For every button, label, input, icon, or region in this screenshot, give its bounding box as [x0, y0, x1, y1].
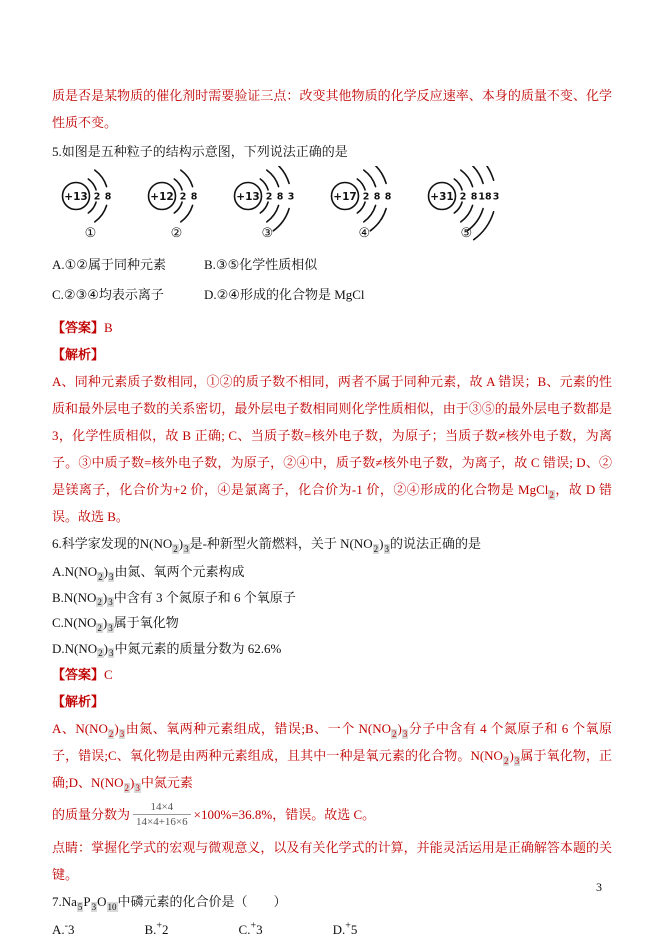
q7-option-b: B.+2: [144, 920, 169, 937]
q6-answer-line: [52, 661, 612, 688]
shell-electron-count: 2: [265, 191, 273, 203]
shell-electron-count: 18: [478, 191, 492, 203]
fraction-prefix: 的质量分数为: [52, 806, 131, 822]
diagram-label: ④: [358, 225, 371, 240]
page-number: 3: [596, 880, 602, 894]
nucleus-charge: +31: [430, 190, 454, 203]
shell-electron-count: 2: [459, 191, 467, 203]
shell-electron-count: 8: [384, 191, 392, 203]
shell-electron-count: 8: [470, 191, 478, 203]
particle-diagram: [56, 166, 118, 242]
q6-answer-value: C: [104, 667, 113, 682]
q7-option-a: A.-3: [52, 920, 75, 937]
q5-particle-diagrams: [56, 166, 612, 244]
particle-diagram: [228, 166, 301, 242]
q5-option-b: B.③⑤化学性质相似: [204, 257, 318, 272]
shell-electron-count: 3: [492, 191, 500, 203]
nucleus-charge: +17: [333, 190, 357, 203]
diagram-label: ①: [84, 225, 97, 240]
answer-label: 【答案】: [52, 320, 105, 335]
q5-option-d: D.②④形成的化合物是 MgCl: [204, 287, 365, 302]
q5-analysis: A、同种元素质子数相同，①②的质子数不相同，两者不属于同种元素，故 A 错误；B、元素的性质和最外层电子数的关系密切，最外层电子数相同则化学性质相似，由于③⑤的最外层电子数都是 3，化学性质相似，故 B 正确; C、当质子数=核外电子数，为原子；当质子数≠核外电子数，为离子。③中质子数=核外电子数，为原子，②④中，质子数≠核外电子数，为离子，故 C 错误; D、②是镁离子，化合价为+2 价，④是氯离子，化合价为-1 价，②④形成的化合物是 MgCl$_2$，故 D 错误。故选 B。: [52, 374, 612, 524]
shell-electron-count: 2: [362, 191, 370, 203]
q7-option-c: C.+3: [238, 920, 263, 937]
q6-option-d: $D.N(NO_2)_3$中氮元素的质量分数为 62.6%: [52, 640, 282, 659]
diagram-label: ③: [261, 225, 274, 240]
q6-analysis: A、$N(NO_2)_3$由氮、氧两种元素组成，错误;B、一个 $N(NO_2)_3$分子中含有 4 个氮原子和 6 个氧原子，错误;C、氧化物是由两种元素组成，且其中一种是氧元素的化合物。$N(NO_2)_3$属于氧化物，正确;D、$N(NO_2)_3$中氮元素: [52, 721, 612, 793]
q5-answer-line: [52, 314, 612, 341]
q6-options: [52, 559, 612, 661]
particle-diagram: [325, 166, 398, 242]
particle-diagram: [422, 166, 506, 242]
particle-diagram: [142, 166, 204, 242]
fraction-numerator: 14×4: [150, 800, 174, 813]
shell-electron-count: 3: [287, 191, 295, 203]
q5-option-a: A.①②属于同种元素: [52, 257, 166, 272]
nucleus-charge: +12: [150, 190, 174, 203]
shell-electron-count: 8: [104, 191, 112, 203]
q6-tip: 点睛：掌握化学式的宏观与微观意义，以及有关化学式的计算，并能灵活运用是正确解答本题的关键。: [52, 840, 612, 882]
q6-analysis-label: 【解析】: [52, 694, 105, 709]
q6-option-c: $C.N(NO_2)_3$属于氧化物: [52, 615, 179, 633]
q6-stem: 6.科学家发现的$N(NO_2)_3$是-种新型火箭燃料，关于 $N(NO_2)_3$的说法正确的是: [52, 536, 482, 554]
mass-fraction-formula: [133, 800, 191, 829]
q5-stem: 5.如图是五种粒子的结构示意图，下列说法正确的是: [52, 144, 348, 159]
q7-option-d: D.+5: [332, 920, 358, 937]
q5-options: [52, 250, 612, 310]
q6-option-b: $B.N(NO_2)_3$中含有 3 个氮原子和 6 个氧原子: [52, 589, 296, 608]
catalyst-note: 质是否是某物质的催化剂时需要验证三点：改变其他物质的化学反应速率、本身的质量不变、化学性质不变。: [52, 88, 612, 130]
q5-analysis-label: 【解析】: [52, 347, 105, 362]
shell-electron-count: 8: [190, 191, 198, 203]
nucleus-charge: +13: [64, 190, 88, 203]
shell-electron-count: 8: [276, 191, 284, 203]
q6-option-a: $A.N(NO_2)_3$由氮、氧两个元素构成: [52, 564, 245, 582]
fraction-suffix: ×100%=36.8%，错误。故选 C。: [193, 806, 376, 822]
q7-options: [52, 916, 612, 943]
fraction-denominator: 14×4+16×6: [133, 814, 191, 829]
shell-electron-count: 2: [179, 191, 187, 203]
q5-answer-value: B: [104, 320, 113, 335]
diagram-label: ⑤: [460, 225, 473, 240]
nucleus-charge: +13: [236, 190, 260, 203]
q6-fraction-line: [52, 794, 612, 834]
answer-label: 【答案】: [52, 667, 105, 682]
q5-option-c: C.②③④均表示离子: [52, 287, 164, 302]
q7-stem: $7.Na_5P_3O_{10}$中磷元素的化合价是（ ）: [52, 894, 287, 912]
shell-electron-count: 2: [93, 191, 101, 203]
shell-electron-count: 8: [373, 191, 381, 203]
diagram-label: ②: [170, 225, 183, 240]
